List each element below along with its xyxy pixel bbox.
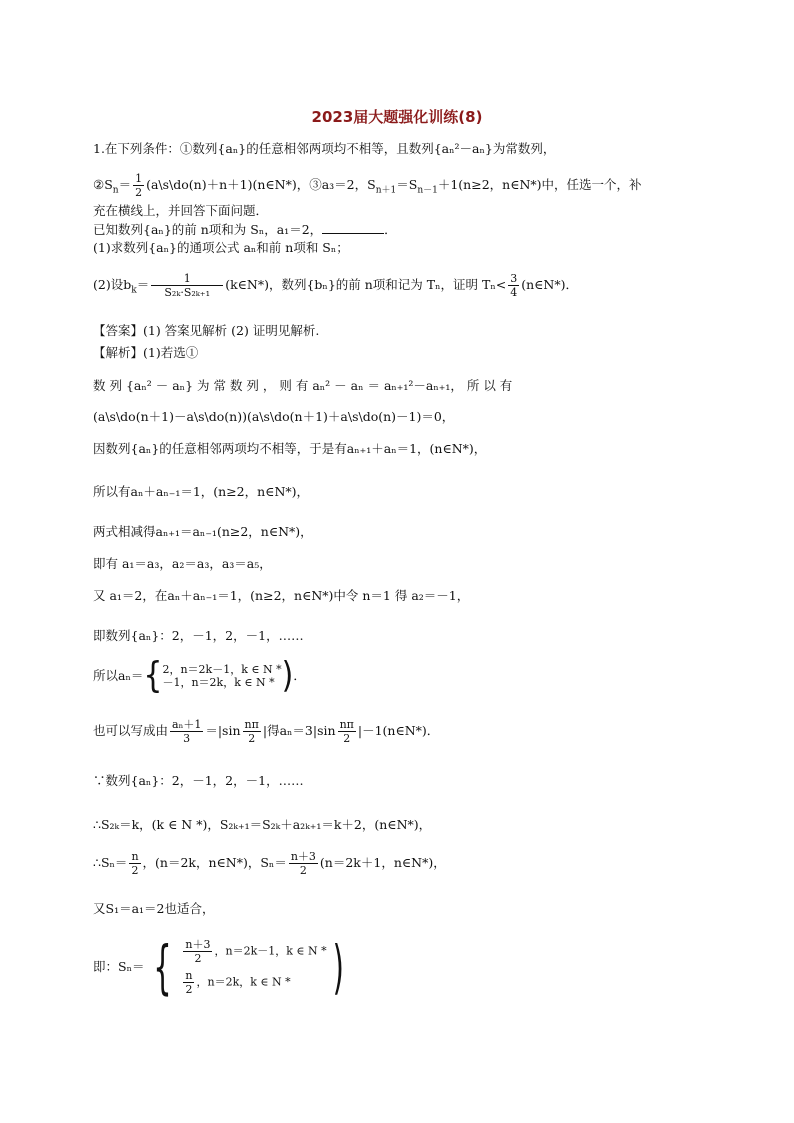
analysis-line-11: ∵数列{aₙ}：2，－1，2，－1，……: [93, 773, 304, 788]
page-title: 2023届大题强化训练(8): [311, 108, 483, 126]
question-line-5: (1)求数列{aₙ}的通项公式 aₙ和前 n项和 Sₙ；: [93, 240, 349, 255]
fraction: $\frac{\text{aₙ＋1}}{3}$: [172, 718, 202, 745]
fraction: $\frac{3}{4}$: [510, 272, 518, 299]
analysis-line-10: 也可以写成由 $\frac{\text{aₙ＋1}}{3}$ ＝|sin $\frac{n\pi}{2}$ |得aₙ＝3|sin $\frac{n\pi}{2}$ |－1(n∈N*)．: [93, 718, 440, 745]
analysis-line-2: (a\s\do(n＋1)－a\s\do(n))(a\s\do(n＋1)＋a\s\do(n)－1)＝0，: [93, 409, 455, 424]
analysis-line-9: 所以aₙ＝ { 2，n＝2k－1，k ∈ N * －1，n＝2k，k ∈ N * ) ．: [93, 654, 306, 697]
fraction: $\frac{1}{\text{S₂ₖ·S₂ₖ₊₁}}$: [151, 272, 223, 299]
analysis-line-4: 所以有aₙ＋aₙ₋₁＝1，(n≥2，n∈N*)，: [93, 484, 310, 499]
analysis-line-8: 即数列{aₙ}：2，－1，2，－1，……: [93, 628, 304, 643]
right-paren: ): [332, 933, 344, 1001]
fraction: $\frac{n\pi}{2}$: [339, 718, 354, 745]
fraction: $\frac{n}{2}$: [131, 850, 139, 877]
question-line-2: $②S_n=$ $\frac{1}{2}$ (a\s\do(n)＋n＋1)(n∈N*)，③a₃＝2，$S_{n+1}=S_{n-1}+1(n\ge 2$，n∈N*)中，任选一个，补: [93, 172, 642, 199]
fraction: $\frac{n}{2}$: [185, 969, 193, 996]
analysis-line-14: 又S₁＝a₁＝2也适合，: [93, 901, 215, 916]
question-line-1: 1.在下列条件：①数列{aₙ}的任意相邻两项均不相等，且数列{aₙ²－aₙ}为常数列，: [93, 141, 556, 156]
left-brace: {: [153, 933, 173, 1001]
analysis-line-7: 又 a₁＝2，在aₙ＋aₙ₋₁＝1，(n≥2，n∈N*)中令 n＝1 得 a₂＝－1，: [93, 588, 470, 603]
analysis-line-13: ∴Sₙ＝ $\frac{n}{2}$ ，(n＝2k，n∈N*)，Sₙ＝ $\frac{n+3}{2}$ (n＝2k＋1，n∈N*)，: [93, 850, 446, 877]
fraction: $\frac{n+3}{2}$: [185, 938, 211, 965]
fill-blank: [322, 221, 384, 234]
question-line-4: 已知数列{aₙ}的前 n项和为 Sₙ，a₁＝2， ．: [93, 222, 397, 237]
analysis-heading: 【解析】(1)若选①: [93, 345, 199, 360]
right-paren: ): [281, 654, 294, 697]
fraction: $\frac{1}{2}$: [135, 172, 143, 199]
answer-line: 【答案】(1) 答案见解析 (2) 证明见解析.: [93, 323, 320, 338]
left-brace: {: [143, 654, 163, 697]
question-line-6: (2)设$b_k=$ $\frac{1}{\text{S₂ₖ·S₂ₖ₊₁}}$ (k∈N*)，数列{bₙ}的前 n项和记为 Tₙ，证明 Tₙ< $\frac{3}{4}$ (n∈N*)．: [93, 272, 578, 299]
analysis-line-12: ∴S₂ₖ＝k，(k ∈ N *)，S₂ₖ₊₁＝S₂ₖ＋a₂ₖ₊₁＝k＋2，(n∈N*)，: [93, 817, 432, 832]
analysis-line-15: 即：Sₙ＝ { $\frac{n+3}{2}$ ，n＝2k－1，k ∈ N * $\frac{n}{2}$ ，n＝2k，k ∈ N * ): [93, 933, 344, 1001]
question-line-3: 充在横线上，并回答下面问题．: [93, 203, 269, 218]
fraction: $\frac{n\pi}{2}$: [244, 718, 259, 745]
analysis-line-3: 因数列{aₙ}的任意相邻两项均不相等，于是有aₙ₊₁＋aₙ＝1，(n∈N*)，: [93, 441, 487, 456]
analysis-line-1: 数 列 {aₙ² － aₙ} 为 常 数 列 ， 则 有 aₙ² － aₙ ＝ aₙ₊₁²－aₙ₊₁， 所 以 有: [93, 378, 513, 393]
analysis-line-5: 两式相减得aₙ₊₁＝aₙ₋₁(n≥2，n∈N*)，: [93, 524, 313, 539]
analysis-line-6: 即有 a₁＝a₃，a₂＝a₃，a₃＝a₅，: [93, 556, 272, 571]
fraction: $\frac{n+3}{2}$: [290, 850, 316, 877]
